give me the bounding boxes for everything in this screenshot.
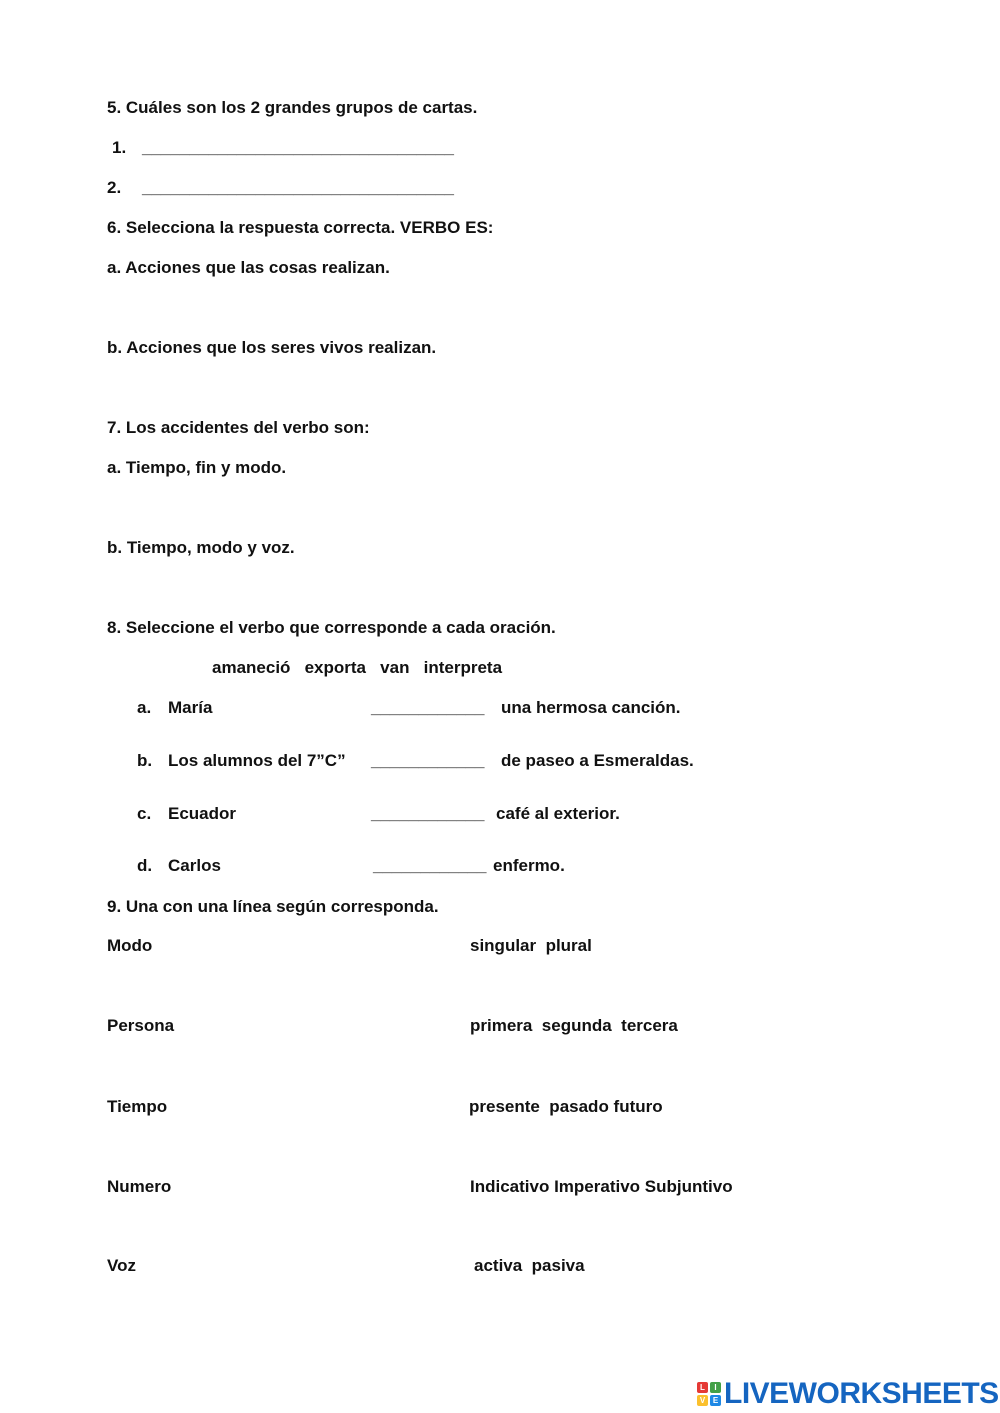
q8-row-a-subject: María (168, 698, 213, 717)
q9-left-persona[interactable]: Persona (107, 1016, 175, 1035)
q7-option-a[interactable]: a. Tiempo, fin y modo. (107, 458, 287, 477)
q6-option-b[interactable]: b. Acciones que los seres vivos realizan. (107, 338, 437, 357)
q8-row-c-subject: Ecuador (168, 804, 237, 823)
logo-text: LIVEWORKSHEETS (724, 1377, 999, 1410)
q9-question: 9. Una con una línea según corresponda. (107, 897, 439, 916)
logo-tile-i: I (710, 1382, 721, 1393)
logo-tile-l: L (697, 1382, 708, 1393)
q7-option-b[interactable]: b. Tiempo, modo y voz. (107, 538, 295, 557)
q8-word-bank: amaneció exporta van interpreta (212, 658, 503, 677)
q9-left-tiempo[interactable]: Tiempo (107, 1097, 168, 1116)
q8-row-d-rest: enfermo. (493, 856, 565, 875)
q8-row-c-blank[interactable]: ____________ (371, 804, 485, 823)
q6-option-a[interactable]: a. Acciones que las cosas realizan. (107, 258, 390, 277)
q8-row-b-blank[interactable]: ____________ (371, 751, 485, 770)
q7-question: 7. Los accidentes del verbo son: (107, 418, 370, 437)
q8-row-b-rest: de paseo a Esmeraldas. (501, 751, 694, 770)
q9-left-voz[interactable]: Voz (107, 1256, 136, 1275)
logo-tile-e: E (710, 1395, 721, 1406)
q8-row-d-blank[interactable]: ____________ (373, 856, 487, 875)
q8-row-c-rest: café al exterior. (496, 804, 620, 823)
q9-left-numero[interactable]: Numero (107, 1177, 172, 1196)
logo-tiles-icon (697, 1382, 721, 1406)
q5-item-1-blank[interactable]: _________________________________ (142, 138, 455, 157)
q9-right-modo-options[interactable]: Indicativo Imperativo Subjuntivo (470, 1177, 733, 1196)
q9-left-modo[interactable]: Modo (107, 936, 153, 955)
q9-right-numero-options[interactable]: singular plural (470, 936, 592, 955)
q5-item-1-number: 1. (112, 138, 127, 157)
q8-row-d-subject: Carlos (168, 856, 221, 875)
q9-right-tiempo-options[interactable]: presente pasado futuro (469, 1097, 663, 1116)
q8-row-a-rest: una hermosa canción. (501, 698, 681, 717)
q8-row-a-letter: a. (137, 698, 152, 717)
q9-right-voz-options[interactable]: activa pasiva (474, 1256, 585, 1275)
q8-question: 8. Seleccione el verbo que corresponde a cada oración. (107, 618, 556, 637)
q8-row-c-letter: c. (137, 804, 152, 823)
q8-row-b-letter: b. (137, 751, 153, 770)
q8-row-d-letter: d. (137, 856, 153, 875)
q5-question: 5. Cuáles son los 2 grandes grupos de cartas. (107, 98, 478, 117)
logo-tile-v: V (697, 1395, 708, 1406)
q9-right-persona-options[interactable]: primera segunda tercera (470, 1016, 678, 1035)
q6-question: 6. Selecciona la respuesta correcta. VERBO ES: (107, 218, 494, 237)
q5-item-2-blank[interactable]: _________________________________ (142, 178, 455, 197)
q5-item-2-number: 2. (107, 178, 122, 197)
liveworksheets-logo (697, 1378, 999, 1410)
q8-row-a-blank[interactable]: ____________ (371, 698, 485, 717)
q8-row-b-subject: Los alumnos del 7”C” (168, 751, 346, 770)
